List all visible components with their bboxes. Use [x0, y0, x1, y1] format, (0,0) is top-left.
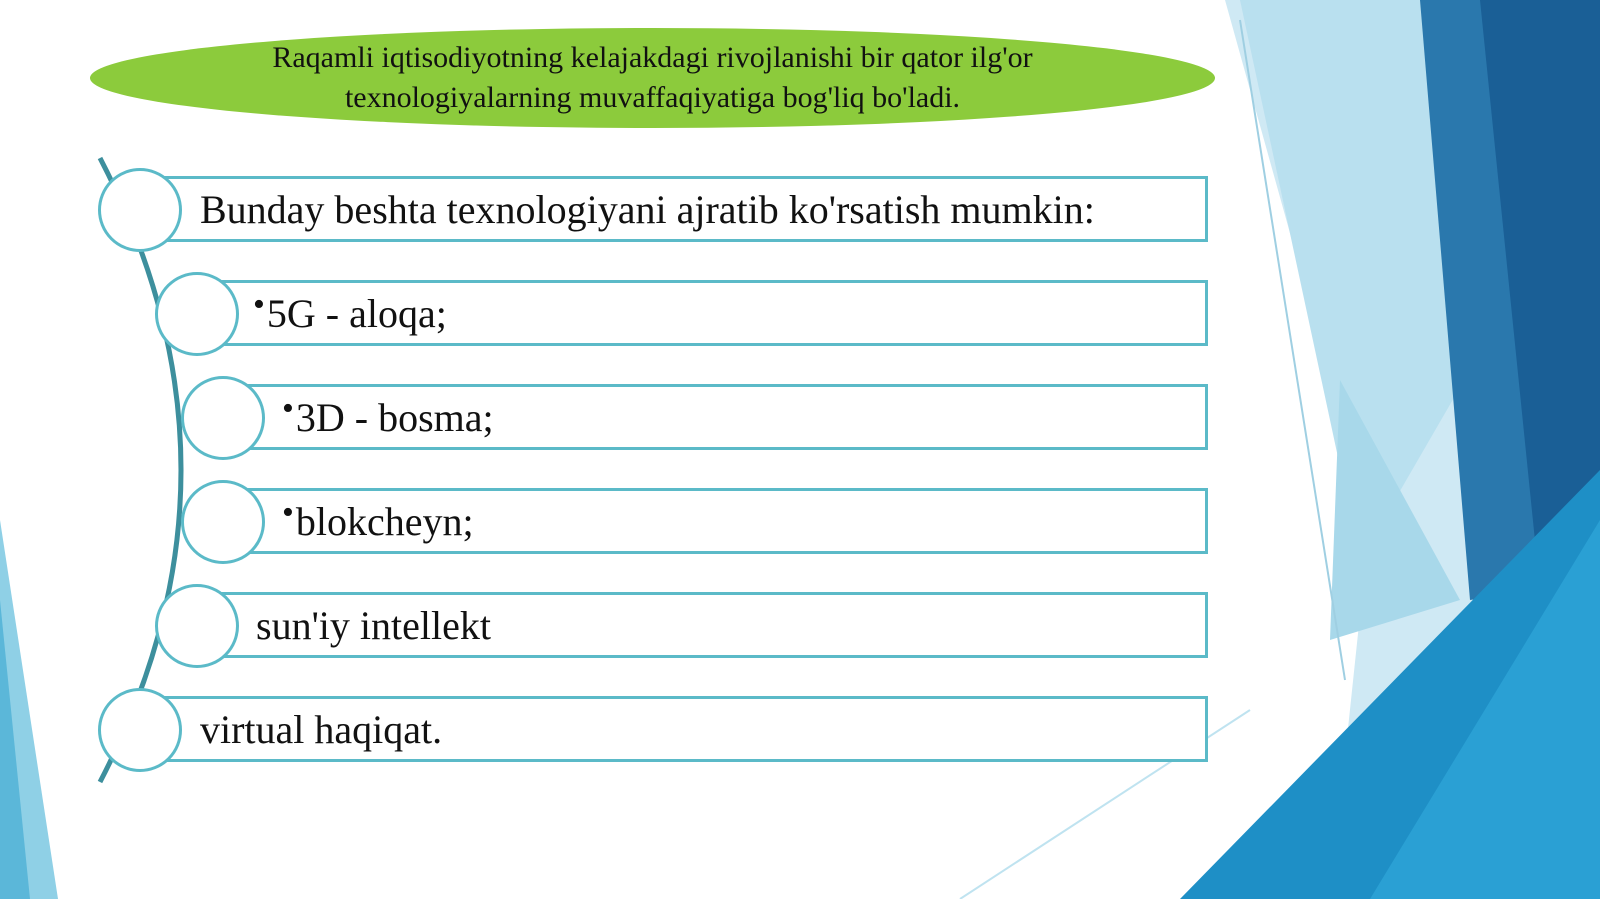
- list-item-1-circle: [98, 168, 182, 252]
- list-item-2: [198, 280, 1208, 346]
- list-item-3: [224, 384, 1208, 450]
- list-item-4-text: blokcheyn;: [295, 498, 474, 544]
- list-item-2-circle: [155, 272, 239, 356]
- list-item-3-text: 3D - bosma;: [295, 394, 494, 440]
- list-item-2-text: 5G - aloqa;: [266, 290, 447, 336]
- list-item-4-circle: [181, 480, 265, 564]
- list-item-5-circle: [155, 584, 239, 668]
- list-item-4-bullet: •: [282, 494, 294, 531]
- list-item-3-bullet: •: [282, 390, 294, 427]
- list-item-5: [198, 592, 1208, 658]
- list-item-6-circle: [98, 688, 182, 772]
- list-item-1: [142, 176, 1208, 242]
- list-item-2-bullet: •: [253, 286, 265, 323]
- title-banner-text: Raqamli iqtisodiyotning kelajakdagi rivojlanishi bir qator ilg'or texnologiyalarning muvaffaqiyatiga bog'liq bo'ladi.: [272, 41, 1033, 114]
- title-banner: [90, 28, 1215, 128]
- list-item-4: [224, 488, 1208, 554]
- list-item-3-circle: [181, 376, 265, 460]
- list-item-5-text: sun'iy intellekt: [256, 602, 491, 648]
- list-item-6: [142, 696, 1208, 762]
- list-item-1-text: Bunday beshta texnologiyani ajratib ko'rsatish mumkin:: [200, 186, 1095, 232]
- list-item-6-text: virtual haqiqat.: [200, 706, 443, 752]
